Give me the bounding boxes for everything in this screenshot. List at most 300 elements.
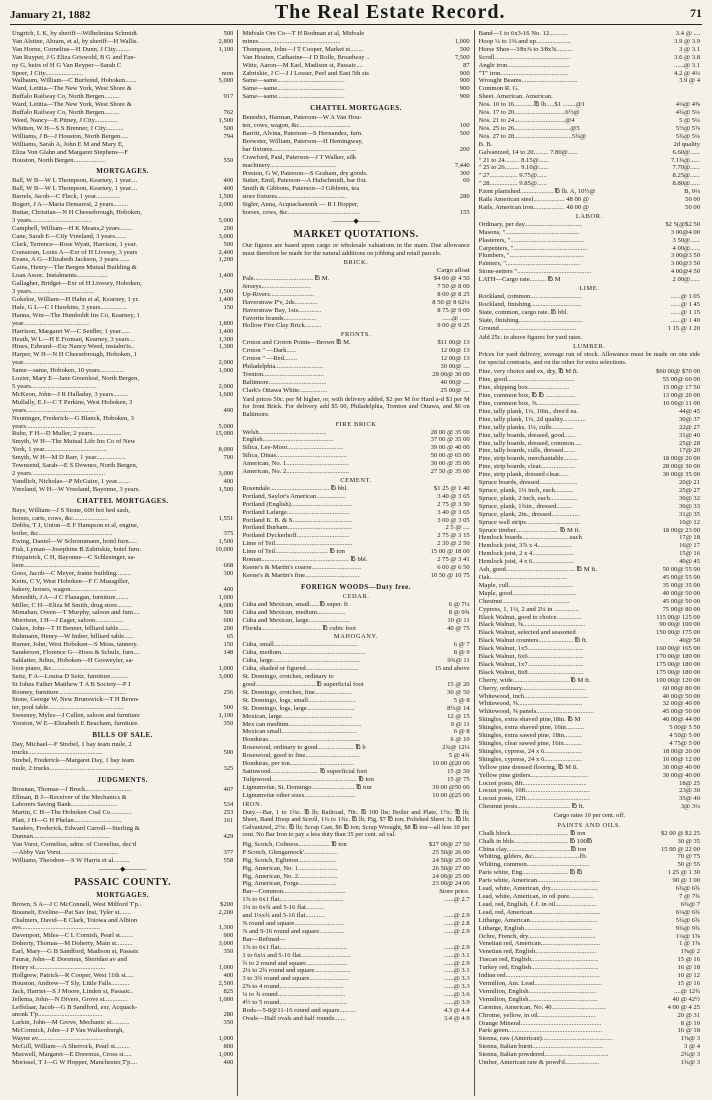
item-amount: ......@ 3.1 [443, 967, 470, 975]
item-amount: 65 [226, 633, 234, 641]
item-text: Earl, Mary—G B Sandford, Madison st, Passaic [12, 948, 139, 956]
item-text: Pig, Scotch, Coltness................... ℔ ton [242, 840, 347, 848]
list-item [242, 873, 469, 881]
item-amount: 1 @ 1⅝ [679, 940, 701, 948]
list-item [12, 665, 233, 673]
item-amount: 23 00@ 24 00 [432, 880, 470, 888]
item-text: loon.............................................. [12, 562, 100, 569]
list-item [12, 801, 233, 809]
item-amount: 534 [223, 801, 234, 809]
item-text: Black Walnut, 1x7.................................. [478, 660, 584, 668]
list-item [12, 217, 233, 225]
item-text: Williams, Sarah A, John E M and Mary E, [12, 140, 124, 148]
list-item [12, 133, 233, 141]
item-text: Seitz, F A—Louisa D Seitz, furniture........... [12, 672, 129, 680]
list-item [242, 154, 469, 162]
item-amount: 8 00 @ 8 25 [437, 290, 470, 298]
list-item [479, 54, 700, 62]
item-amount [230, 956, 233, 964]
item-amount: 15,000 [215, 430, 234, 438]
item-text: Philadelphia............................. [242, 363, 324, 371]
item-amount: 900 [223, 932, 234, 940]
list-item [242, 429, 469, 437]
item-amount: 500 [223, 240, 234, 248]
column-3 [475, 30, 704, 1096]
item-text: Keene's & Martin's fine................................. [242, 571, 360, 579]
item-amount: 15 00 @ 18 00 [430, 548, 470, 556]
section-heading-passaic-county: PASSAIC COUNTY. [74, 876, 172, 888]
item-amount: 1,500 [218, 116, 234, 124]
list-item [242, 177, 469, 185]
list-item [479, 245, 700, 253]
item-amount: 15 @ 20 [447, 680, 470, 688]
list-item [479, 748, 700, 756]
sheet-column-head: Common R. G. [478, 85, 519, 93]
item-amount: 10 00@ 12 00 [662, 755, 701, 763]
list-item [242, 768, 469, 776]
fronts-price-list [242, 339, 469, 394]
item-amount: 5¾@ 5¼ [675, 132, 701, 140]
list-item [12, 351, 233, 359]
item-amount: 175 00@ 180 00 [656, 668, 701, 676]
list-item [12, 507, 233, 515]
item-amount: 2,200 [218, 908, 234, 916]
list-item [479, 853, 700, 861]
list-item [479, 503, 700, 511]
item-text: Cranstoun, Louis A—Exr of H Livesey, 3 years [12, 248, 138, 256]
item-text: Ash, good.......................................... ℔ M ft. [478, 566, 597, 574]
item-amount [230, 312, 233, 320]
item-text: 1⅞ to 6x1 flat......................................... [242, 943, 347, 951]
item-text: Pine, tally planks, 1¼, culls............. [478, 423, 573, 431]
item-amount: ......@ 2.7 [443, 896, 470, 904]
list-item [479, 764, 700, 772]
list-item [479, 109, 700, 117]
item-amount [467, 154, 470, 162]
item-amount [230, 1004, 233, 1012]
item-text: Shingles, extra sawed pine, 18in........... [478, 732, 583, 740]
list-item [479, 574, 700, 582]
list-item [242, 649, 469, 657]
item-text: Rumer, John, West Hoboken—S Moss, tannery. [12, 641, 138, 649]
item-amount: 375 [223, 530, 234, 538]
item-amount: 825 [223, 987, 234, 995]
list-item [479, 598, 700, 606]
list-item [242, 452, 469, 460]
item-amount [467, 201, 470, 209]
item-amount [230, 375, 233, 383]
item-text: Pig, Scotch, Eglinton....................... [242, 856, 337, 864]
list-item [479, 566, 700, 574]
list-item [242, 665, 469, 673]
mortgages-list [12, 177, 233, 493]
list-item [12, 423, 233, 431]
item-amount: 3 40 @ 3 65 [437, 508, 470, 516]
item-amount: 900 [459, 85, 470, 93]
item-amount: 45 00@ 50 00 [662, 708, 701, 716]
item-text: Rockland, finishing............................... [478, 301, 582, 308]
item-text: Eliza Von Glahn and Margaret Stephens—F [12, 148, 128, 156]
item-amount: 2 75 @ 3 15 [437, 532, 470, 540]
subheading-lumber: LUMBER. [573, 343, 606, 351]
item-text: Williams, J B—J Houston, North Bergen..... [12, 132, 129, 140]
item-amount: 15@ 16 [679, 550, 701, 558]
item-amount: 350 [223, 1019, 234, 1027]
item-amount: 40 00@ 44 00 [662, 716, 701, 724]
item-text: Trenton..................................... [242, 371, 324, 378]
item-amount: 668 [223, 562, 234, 569]
item-text: Morissel, T J—G W Hopper, Manchester,T'p.... [12, 1058, 138, 1066]
item-amount: 1,500 [218, 288, 234, 296]
list-item [12, 578, 233, 586]
list-item [12, 185, 233, 193]
item-text: Black Walnut, 1x5.................................. [478, 645, 584, 653]
item-amount: 1,600 [218, 390, 234, 398]
list-item [479, 590, 700, 598]
list-item [242, 114, 469, 122]
item-amount: 2,000 [218, 359, 234, 367]
item-text: trucks............................................. [12, 748, 103, 756]
item-amount: 400 [223, 477, 234, 485]
item-amount: 5 @ 4¾ [448, 752, 470, 760]
list-item [242, 556, 469, 564]
item-amount: ......@ 2.9 [443, 927, 470, 935]
item-text: Shingles, cypress, 24 x 6....................... [478, 747, 583, 755]
item-text: year.......................................... [12, 359, 93, 367]
list-item [12, 825, 233, 833]
item-text: Gallagher, Bridget—Exr of H Livesey, Hoboken, [12, 280, 142, 288]
item-amount [230, 149, 233, 157]
list-item [12, 256, 233, 264]
item-text: Welsh......................................... [242, 428, 327, 436]
item-amount: 40 @ 75 [447, 624, 470, 632]
item-amount [467, 138, 470, 146]
item-text: Litharge, English......................................... [478, 924, 592, 932]
item-text: Mex can medium............................................ [242, 720, 362, 728]
item-amount: ....@ 12¾ [674, 987, 701, 995]
item-text: Rockland, common............................... [478, 293, 582, 301]
item-amount: 45 00@ 50 00 [662, 597, 701, 605]
item-amount [230, 757, 233, 765]
item-text: Day, Michael—F Strebel, 1 bay team mule, 2 [12, 741, 132, 749]
list-item [479, 172, 700, 180]
list-item [12, 375, 233, 383]
item-text: Mexican, large........................................... [242, 712, 353, 720]
item-amount: 5 @ 5¼ [679, 116, 701, 124]
item-amount [230, 141, 233, 149]
item-amount [230, 101, 233, 109]
list-item [479, 550, 700, 558]
item-amount: 200 [459, 145, 470, 153]
item-text: Cuba and Mexican, medium................. [242, 608, 346, 616]
item-amount: 50 00 @ 65 00 [430, 452, 470, 460]
list-item [242, 93, 469, 101]
item-amount: 15 and above [434, 665, 470, 673]
item-text: Leffelaar, Jacob—G B Sandford, exr, Acquack- [12, 1003, 138, 1011]
list-item [479, 732, 700, 740]
item-amount: 20@ 21 [679, 479, 701, 487]
item-text: Rooney, furniture......................................... [12, 688, 127, 696]
item-amount: 32 00@ 40 00 [662, 700, 701, 708]
list-item [12, 328, 233, 336]
item-text: Gokeloe, William—H Hahn et al, Kearney, 1 yr. [12, 296, 140, 303]
item-amount: 35 00@ 35 00 [662, 581, 701, 589]
item-amount: 40 00@ 50 00 [662, 589, 701, 597]
item-text: Lozier, Mary E—Jane Greenleaf, North Bergen, [12, 375, 140, 383]
list-item [479, 70, 700, 78]
list-item [479, 1027, 700, 1035]
item-amount: ......@ 1 05 [670, 293, 701, 301]
item-text: " 28................. 9.85@...... [478, 180, 547, 188]
item-amount [467, 114, 470, 122]
list-item [12, 641, 233, 649]
item-text: 3 years...................................... [12, 288, 94, 296]
item-text: Pig, American, Forge....................... [242, 880, 337, 888]
item-amount: 350 [223, 948, 234, 956]
list-item [12, 538, 233, 546]
item-amount [230, 657, 233, 665]
item-text: Carpenters, "............................................. [478, 244, 588, 252]
item-text: Paris green......................................................... [478, 1027, 603, 1035]
list-item [479, 368, 700, 376]
item-amount: 2 75 @ 3 50 [437, 500, 470, 508]
item-text: Buttar, Christian—N H Cheesebrough, Hoboken, [12, 209, 142, 217]
list-item [479, 117, 700, 125]
list-item [479, 661, 700, 669]
item-text: Evans, A G—Elizabeth Jackson, 3 years....... [12, 256, 130, 264]
item-text: Sigler, Anna, Acquackanonk — R I Hopper, [242, 201, 359, 209]
list-item [12, 562, 233, 570]
item-text: Rails American steel................... 48 00 @ [478, 196, 589, 204]
list-item [479, 716, 700, 724]
list-item [12, 980, 233, 988]
list-item [242, 548, 469, 556]
item-amount [230, 522, 233, 530]
item-text: Locust posts, 12ft....................................... [478, 795, 591, 803]
item-amount: 550 [223, 156, 234, 164]
item-text: Harper, W H—N H Cheesebrough, Hoboken, 1 [12, 351, 137, 359]
list-item [242, 681, 469, 689]
item-text: Locust posts, 10ft....................................... [478, 787, 591, 795]
list-item [12, 264, 233, 272]
list-item [242, 564, 469, 572]
lath-cargo-rate: LATH—Cargo rate.......... ℔ M 2 00@...... [478, 276, 701, 284]
item-amount: 2¾@ 12¼ [442, 744, 470, 752]
item-amount: 39 00 @ 40 00 [430, 444, 470, 452]
item-text: " 25 to 26......... 9.10@...... [478, 164, 549, 172]
list-item [242, 162, 469, 170]
list-item [479, 1012, 700, 1020]
list-item [12, 296, 233, 304]
item-text: Laborers Saving Bank............................ [12, 801, 118, 809]
item-text: Orange Mineral................................................. [478, 1019, 602, 1027]
item-amount: 1,300 [218, 335, 234, 343]
list-item [242, 744, 469, 752]
item-text: Platt, J H—G H Phelan............................. [12, 817, 122, 825]
list-item [12, 594, 233, 602]
item-amount: 1,400 [218, 327, 234, 335]
item-amount: 7,500 [454, 53, 470, 61]
list-item [242, 865, 469, 873]
item-amount [230, 794, 233, 802]
subheading-iron: IRON. [242, 800, 263, 808]
subheading-lime: LIME. [579, 285, 600, 293]
item-amount: ......@ 3.1 [443, 951, 470, 959]
list-item [479, 558, 700, 566]
list-item [479, 542, 700, 550]
item-amount [230, 85, 233, 93]
item-text: Clark's Ottawa White................. [242, 386, 328, 394]
item-text: Honduras........................................................ [242, 736, 361, 744]
item-amount: 30 @ 35 [677, 837, 701, 845]
item-amount: 6 @ 10 [450, 736, 470, 744]
list-item [242, 991, 469, 999]
item-amount: 10 @ 11 [447, 616, 470, 624]
item-text: St. Domingo, crotches, fine....................... [242, 688, 353, 696]
item-amount: 50 00 [685, 203, 701, 211]
list-item [242, 689, 469, 697]
item-amount: 2 5 @ .... [445, 524, 470, 532]
list-item [479, 861, 700, 869]
item-amount [230, 554, 233, 562]
item-text: years.......................................... [12, 406, 96, 414]
item-text: Band—1 to 6x3-16 No. 12........... [478, 30, 568, 37]
item-amount: 3,000 [218, 469, 234, 477]
list-item [12, 720, 233, 728]
list-item [12, 30, 233, 38]
list-item [12, 149, 233, 157]
item-text: Roman..................................................... ℔ bbl. [242, 556, 368, 564]
item-text: Mullally, E J—C T Perkins, West Hoboken, 3 [12, 398, 133, 406]
item-amount [230, 825, 233, 833]
item-amount: 3 @ 4 [684, 1043, 701, 1051]
item-amount [230, 578, 233, 586]
item-amount: 917 [223, 93, 234, 101]
item-amount: 3.9 @ 4 [679, 77, 701, 85]
column-2 [238, 30, 474, 1096]
item-amount: 28 00@ 30 00 [662, 463, 701, 471]
item-amount: 17@ 18 [679, 534, 701, 542]
item-text: Sanderson, Florence G—Hoos & Schulz, furn.... [12, 648, 141, 656]
cement-price-list [242, 485, 469, 580]
list-item [479, 901, 700, 909]
item-text: State, common, cargo rate..℔ bbl. [478, 308, 568, 316]
item-amount: 6 @ 8 [453, 728, 470, 736]
item-text: Pine, strip boards, clear..................... [478, 463, 575, 471]
item-text: Cypress, 1, 1¼, 2 and 2¼ in ............... [478, 605, 579, 613]
item-amount: 3.4 @ .... [675, 30, 701, 37]
item-text: Whitten, W H—S S Brenner, J City........... [12, 124, 124, 132]
item-amount: Store price. [439, 888, 470, 896]
item-text: Stone-setters "............................................. [478, 268, 592, 276]
item-text: Rods—5-8@11-16 round and square.......... [242, 1006, 357, 1014]
list-item [479, 463, 700, 471]
item-amount: 10 00 @25 00 [432, 791, 470, 799]
item-amount: 7 @ 7¾ [679, 893, 701, 900]
item-text: Witte, Aaron—M Earl, Madison st, Passaic.... [242, 61, 363, 69]
item-amount: 9 00 @ 9 25 [437, 322, 470, 330]
list-item [479, 885, 700, 893]
list-item [12, 280, 233, 288]
list-item [12, 924, 233, 932]
item-text: 4½ to 5 round......................................... [242, 999, 347, 1007]
section-heading-passaic-mortgages: MORTGAGES. [96, 890, 150, 899]
item-amount: 6¾@ 7 [680, 900, 701, 908]
list-item [242, 460, 469, 468]
list-item [479, 325, 700, 333]
list-item [242, 283, 469, 291]
item-amount: 25 00@ .... [440, 386, 470, 394]
item-amount: 31@ 35 [679, 510, 701, 518]
item-amount: 28 00 @ 35 00 [430, 428, 470, 436]
item-amount: 31@ 40 [679, 431, 701, 439]
item-text: horses, cows, &c............................................ [242, 209, 360, 217]
item-text: Tulipwood.................................................... ℔ ton [242, 775, 374, 783]
list-item [12, 304, 233, 312]
item-text: Townsend, Sarah—E S Downes, North Bergen, [12, 462, 138, 470]
list-item [12, 193, 233, 201]
item-text: Portland (English)..................................... [242, 500, 352, 508]
list-item [242, 387, 469, 395]
item-text: York, 1 year...................................... [12, 446, 107, 454]
item-text: Vermilion, Am. Lead......................................... [478, 979, 602, 987]
item-text: Rosewood, good to fine................................. [242, 752, 360, 760]
item-amount: 400 [223, 185, 234, 193]
item-text: Hemlock boards.............................each [478, 534, 582, 542]
item-amount: 30 00 @50 00 [432, 783, 470, 791]
item-amount: ......@ 2.9 [443, 943, 470, 951]
item-text: Chestnut......................................... [478, 597, 570, 605]
item-text: Scroll.............................................. [478, 53, 571, 61]
item-amount [230, 264, 233, 272]
list-item [12, 956, 233, 964]
list-item [479, 830, 700, 838]
item-text: Ovals—Half ovals and half rounds....... [242, 1014, 346, 1022]
item-text: Spruce boards, dressed....................... [478, 479, 578, 487]
item-amount: 3 00@3 50 [670, 260, 701, 268]
item-text: Satinwood............................. ℔ superficial foot [242, 767, 368, 775]
item-text: Umber, American raw & powd'd..................... [478, 1059, 600, 1067]
item-text: Pine, good......................................... [478, 376, 575, 384]
list-item [242, 673, 469, 681]
item-text: Nos. 17 to 20...............................6½@ [478, 109, 580, 117]
subheading-brick: BRICK. [343, 259, 369, 267]
item-text: Maple, cull....................................... [478, 581, 573, 589]
item-amount [467, 30, 470, 38]
item-amount: 3.9 @ 3.9 [674, 37, 701, 45]
item-amount: 4.2 @ 4¼ [674, 69, 701, 77]
item-text: Doherty, Thomas—M Doherty, Main st.......... [12, 940, 133, 948]
item-text: Morrison, J H—J Eager, saloon................. [12, 617, 124, 625]
item-amount: 900 [459, 77, 470, 85]
item-text: Rosewood, ordinary to good...................... ℔ b [242, 744, 366, 752]
item-text: Locust posts, 8ft....................................... [478, 779, 587, 787]
list-item [479, 925, 700, 933]
item-amount: 900 [459, 69, 470, 77]
item-amount: 8 @ 10 [680, 1019, 701, 1027]
list-item [479, 940, 700, 948]
list-item [242, 170, 469, 178]
list-item [242, 355, 469, 363]
item-amount: 44@ 45 [679, 407, 701, 415]
item-amount: 15 @ 16 [677, 956, 701, 964]
list-item [479, 30, 700, 38]
item-text: Gains, Henry—The Bergen Mutual Building & [12, 264, 137, 272]
list-item [12, 909, 233, 917]
item-text: McGill, William—A Sherrock, Pearl st......... [12, 1043, 130, 1051]
list-item [479, 125, 700, 133]
item-amount: 1,000 [218, 367, 234, 375]
